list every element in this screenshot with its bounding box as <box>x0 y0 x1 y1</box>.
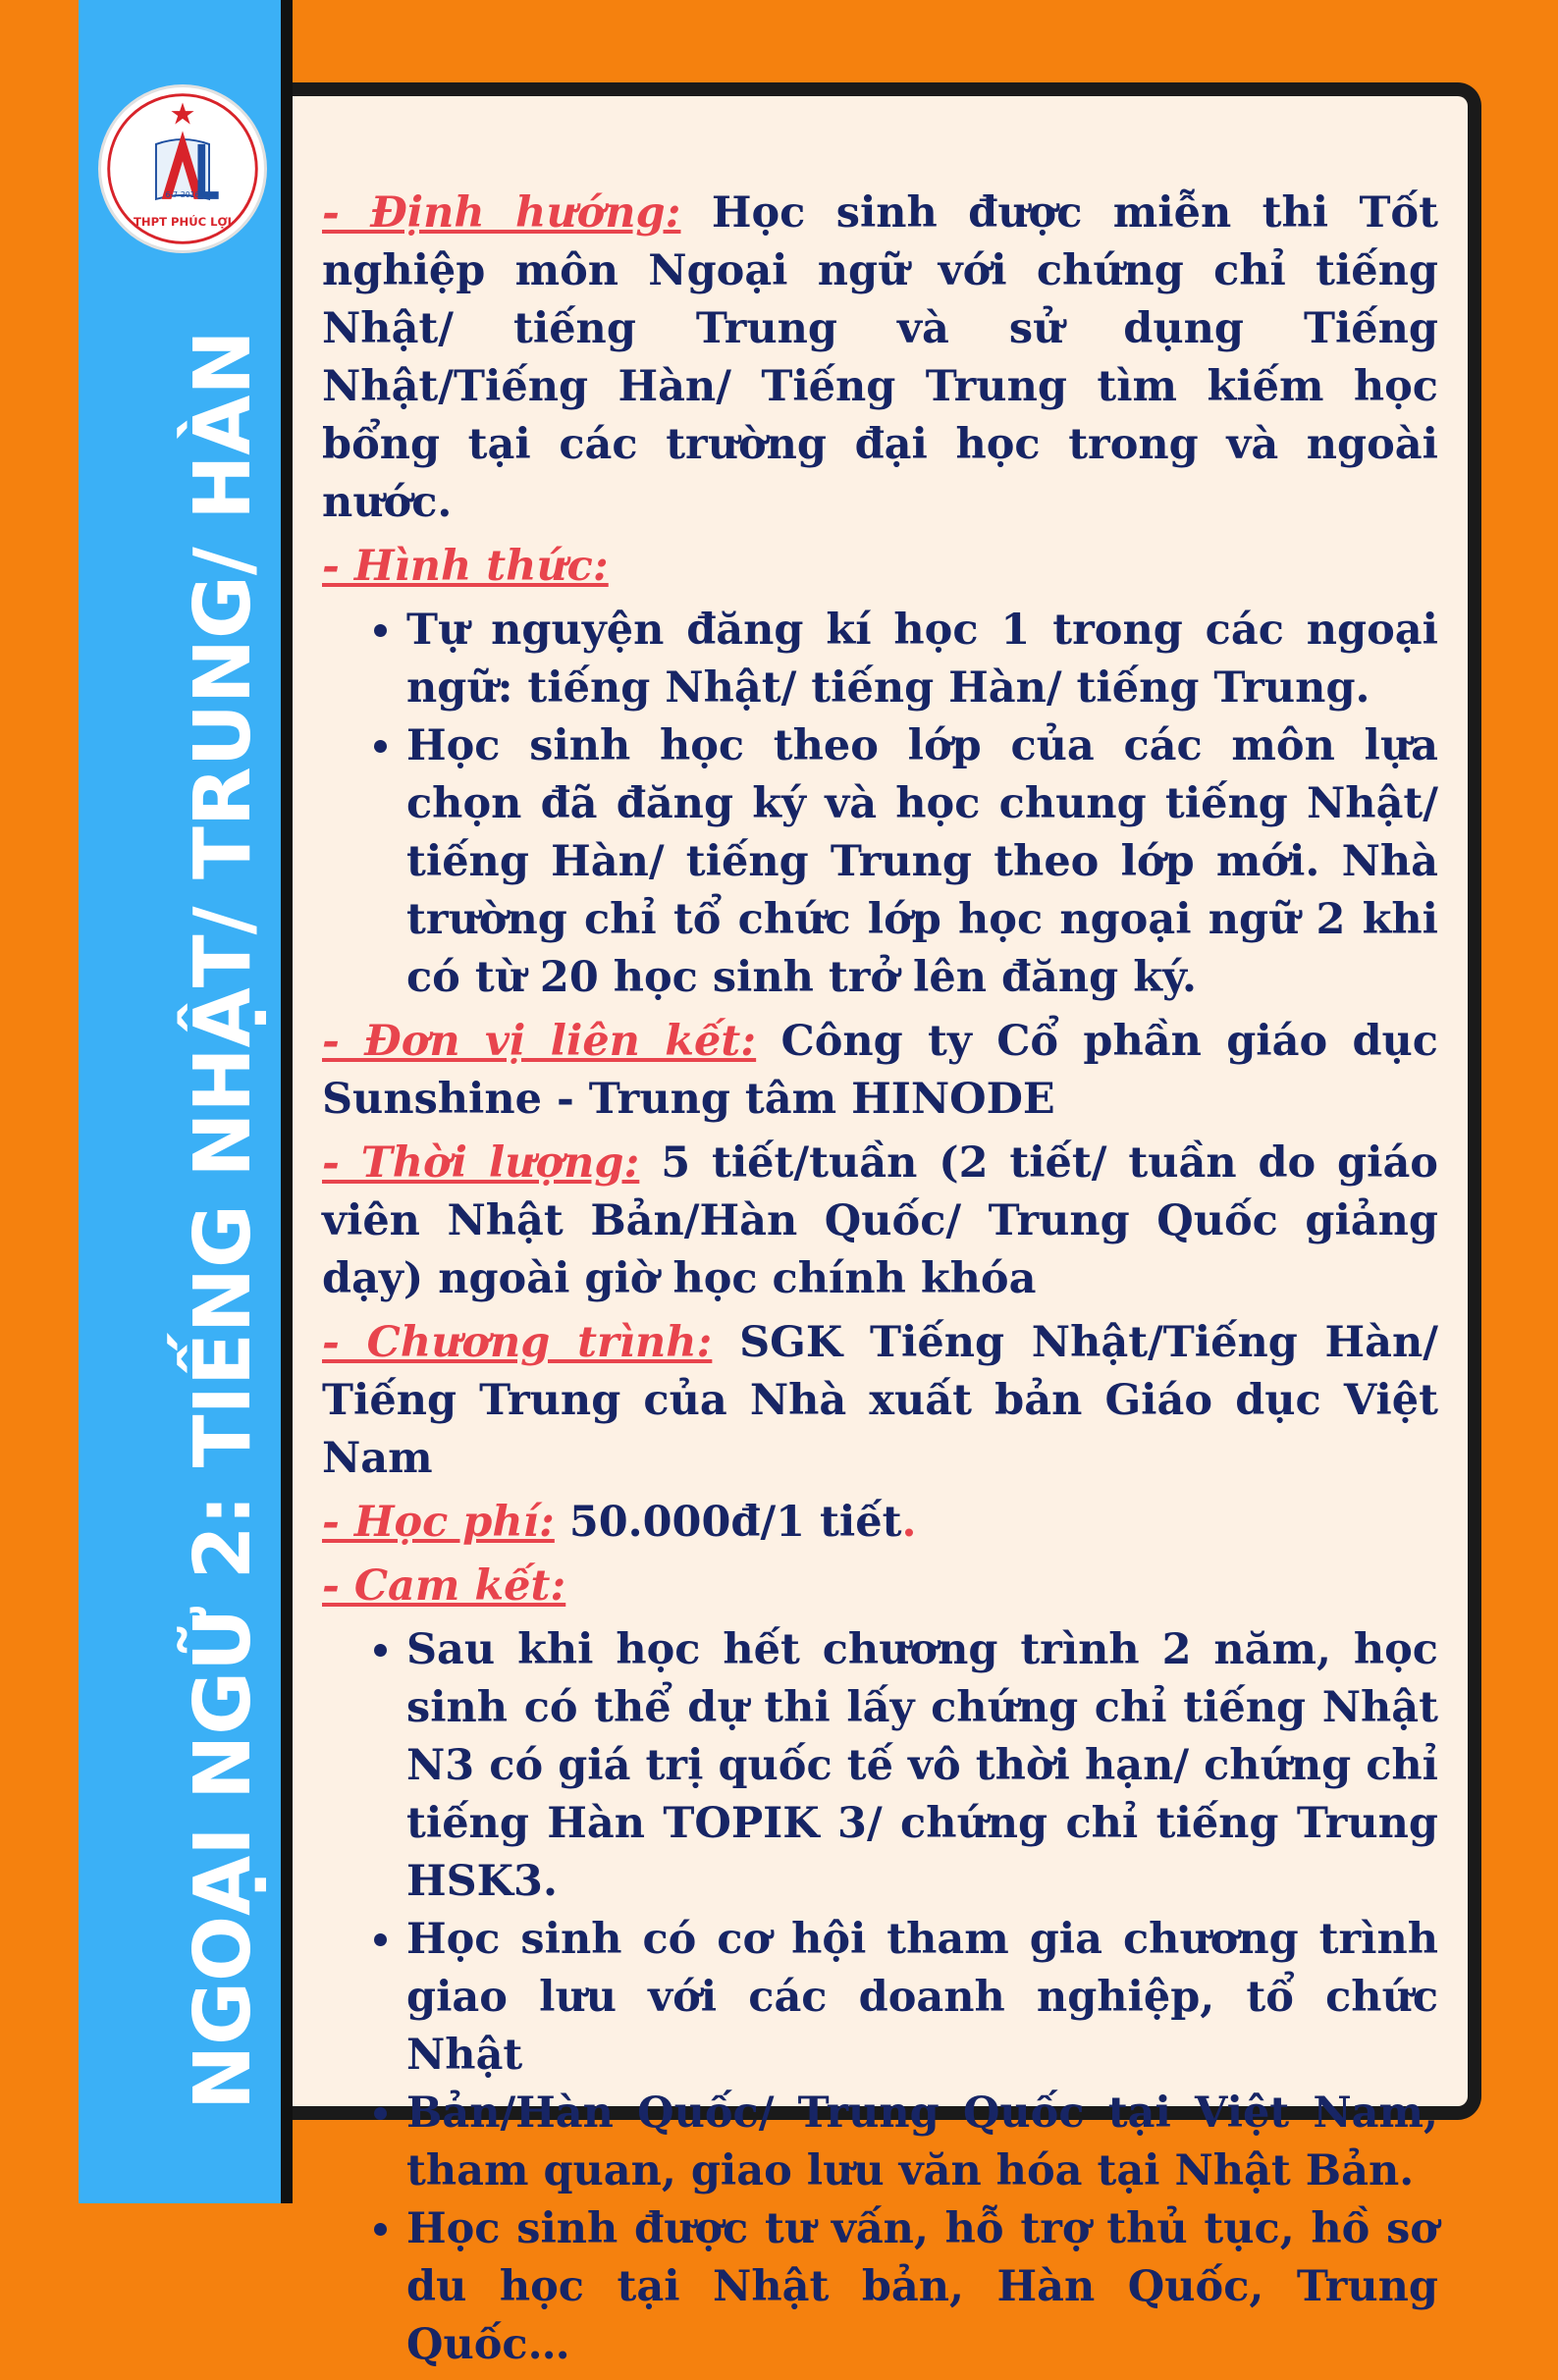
vertical-title: NGOẠI NGỮ 2: TIẾNG NHẬT/ TRUNG/ HÀN <box>178 330 268 2110</box>
label-dinh-huong: - Định hướng: <box>322 188 681 238</box>
label-don-vi: - Đơn vị liên kết: <box>322 1017 757 1066</box>
section-thoi-luong <box>322 1135 1438 1308</box>
section-hoc-phi <box>322 1494 1438 1552</box>
text-don-vi: Công ty Cổ phần giáo dục Sunshine - Trung tâm HINODE <box>322 1017 1438 1124</box>
label-thoi-luong: - Thời lượng: <box>322 1138 640 1188</box>
logo-year: 6-7-2016 <box>165 189 200 199</box>
list-item: • Bản/Hàn Quốc/ Trung Quốc tại Việt Nam, tham quan, giao lưu văn hóa tại Nhật Bản. <box>406 2085 1438 2200</box>
text-thoi-luong: 5 tiết/tuần (2 tiết/ tuần do giáo viên Nhật Bản/Hàn Quốc/ Trung Quốc giảng dạy) ngoài giờ học chính khóa <box>322 1138 1438 1303</box>
list-cam-ket <box>322 1621 1438 2374</box>
hoc-phi-period: . <box>901 1498 917 1547</box>
label-cam-ket: - Cam kết: <box>322 1561 566 1611</box>
section-hinh-thuc <box>322 538 1438 596</box>
section-dinh-huong <box>322 185 1438 532</box>
section-don-vi <box>322 1013 1438 1129</box>
label-chuong-trinh: - Chương trình: <box>322 1318 713 1367</box>
text-hoc-phi: 50.000đ/1 tiết <box>568 1498 902 1547</box>
list-hinh-thuc <box>322 602 1438 1007</box>
school-logo <box>98 84 267 253</box>
label-hoc-phi: - Học phí: <box>322 1498 555 1547</box>
list-item: • Học sinh được tư vấn, hỗ trợ thủ tục, hồ sơ du học tại Nhật bản, Hàn Quốc, Trung Quốc… <box>406 2200 1438 2374</box>
section-chuong-trinh <box>322 1314 1438 1488</box>
school-logo-graphic <box>101 87 264 250</box>
section-cam-ket <box>322 1558 1438 1615</box>
sidebar <box>79 0 293 2203</box>
list-item: • Sau khi học hết chương trình 2 năm, học sinh có thể dự thi lấy chứng chỉ tiếng Nhật N3 có giá trị quốc tế vô thời hạn/ chứng chỉ tiếng Hàn TOPIK 3/ chứng chỉ tiếng Trung HSK3. <box>406 1621 1438 1911</box>
text-chuong-trinh: SGK Tiếng Nhật/Tiếng Hàn/ Tiếng Trung của Nhà xuất bản Giáo dục Việt Nam <box>322 1318 1438 1483</box>
text-dinh-huong: Học sinh được miễn thi Tốt nghiệp môn Ngoại ngữ với chứng chỉ tiếng Nhật/ tiếng Trung và sử dụng Tiếng Nhật/Tiếng Hàn/ Tiếng Trung tìm kiếm học bổng tại các trường đại học trong và ngoài nước. <box>322 188 1438 527</box>
list-item: • Tự nguyện đăng kí học 1 trong các ngoại ngữ: tiếng Nhật/ tiếng Hàn/ tiếng Trung. <box>406 602 1438 717</box>
label-hinh-thuc: - Hình thức: <box>322 542 609 591</box>
content-body <box>322 185 1438 2380</box>
list-item: • Học sinh học theo lớp của các môn lựa chọn đã đăng ký và học chung tiếng Nhật/ tiếng Hàn/ tiếng Trung theo lớp mới. Nhà trường chỉ tổ chức lớp học ngoại ngữ 2 khi có từ 20 học sinh trở lên đăng ký. <box>406 717 1438 1007</box>
content-card <box>293 82 1481 2369</box>
logo-text: THPT PHÚC LỢI <box>134 214 232 229</box>
list-item: • Học sinh có cơ hội tham gia chương trình giao lưu với các doanh nghiệp, tổ chức Nhật <box>406 1911 1438 2085</box>
